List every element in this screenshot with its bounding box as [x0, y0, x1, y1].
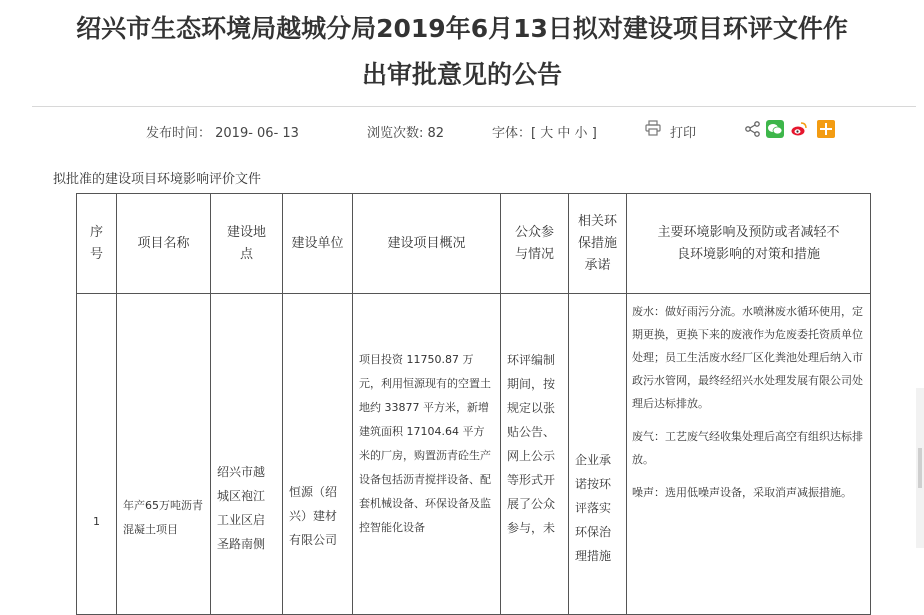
font-size-selector [492, 122, 597, 141]
weibo-icon[interactable] [790, 120, 808, 138]
row-commitment: 企业承诺按环评落实环保治理措施 [575, 453, 612, 563]
cell-no [77, 294, 117, 615]
cell-commitment [569, 294, 627, 615]
title-divider [32, 106, 916, 107]
row-location: 绍兴市越城区袍江工业区启圣路南侧 [217, 465, 266, 551]
print-link[interactable]: 打印 [670, 126, 697, 141]
printer-icon[interactable] [645, 120, 661, 136]
projects-table [76, 193, 871, 615]
cell-location [211, 294, 283, 615]
article-title-line-2: 出审批意见的公告 [361, 60, 562, 89]
row-project-name: 年产65万吨沥青混凝土项目 [123, 499, 203, 536]
header-public: 公众参与情况 [501, 194, 569, 294]
header-project-name: 项目名称 [117, 194, 211, 294]
wechat-icon[interactable] [766, 120, 784, 138]
impact-gas: 废气：工艺废气经收集处理后高空有组织达标排放。 [632, 430, 863, 466]
font-size-large-link[interactable]: 大 [540, 126, 554, 141]
header-location: 建设地点 [211, 194, 283, 294]
view-count: 浏览次数: 82 [367, 126, 445, 141]
page-scrollbar[interactable] [916, 388, 924, 548]
header-impact: 主要环境影响及预防或者减轻不良环境影响的对策和措施 [627, 194, 871, 294]
row-overview: 项目投资 11750.87 万元，利用恒源现有的空置土地约 33877 平方米，新增建筑面积 17104.64 平方米的厂房，购置沥青砼生产设备包括沥青搅拌设备、配套机械设备、环保设备及监控智能化设备 [359, 353, 491, 534]
section-subtitle: 拟批准的建设项目环境影响评价文件 [53, 172, 262, 187]
row-unit: 恒源（绍兴）建材有限公司 [289, 485, 338, 547]
header-no: 序号 [77, 194, 117, 294]
font-size-suffix: ] [591, 126, 597, 141]
font-size-prefix: 字体：[ [492, 126, 537, 141]
cell-overview [353, 294, 501, 615]
cell-unit [283, 294, 353, 615]
add-icon[interactable] [817, 120, 835, 138]
font-size-medium-link[interactable]: 中 [557, 126, 571, 141]
header-unit: 建设单位 [283, 194, 353, 294]
table-row [77, 294, 871, 615]
table-header-row [77, 194, 871, 294]
row-no: 1 [93, 515, 100, 528]
header-commitment: 相关环保措施承诺 [569, 194, 627, 294]
cell-public [501, 294, 569, 615]
publish-date: 发布时间： 2019- 06- 13 [146, 126, 299, 141]
font-size-small-link[interactable]: 小 [574, 126, 588, 141]
share-icon[interactable] [744, 120, 762, 138]
impact-noise: 噪声：选用低噪声设备，采取消声减振措施。 [632, 486, 852, 499]
header-overview: 建设项目概况 [353, 194, 501, 294]
impact-water: 废水：做好雨污分流。水喷淋废水循环使用，定期更换，更换下来的废液作为危废委托资质单位处理；员工生活废水经厂区化粪池处理后纳入市政污水管网，最终经绍兴水处理发展有限公司处理后达标排放。 [632, 305, 863, 410]
row-public: 环评编制期间，按规定以张贴公告、网上公示等形式开展了公众参与，未 [507, 353, 556, 535]
article-title-line-1: 绍兴市生态环境局越城分局2019年6月13日拟对建设项目环评文件作 [76, 14, 848, 43]
cell-impact [627, 294, 871, 615]
cell-project-name [117, 294, 211, 615]
article-meta-bar [0, 118, 924, 142]
